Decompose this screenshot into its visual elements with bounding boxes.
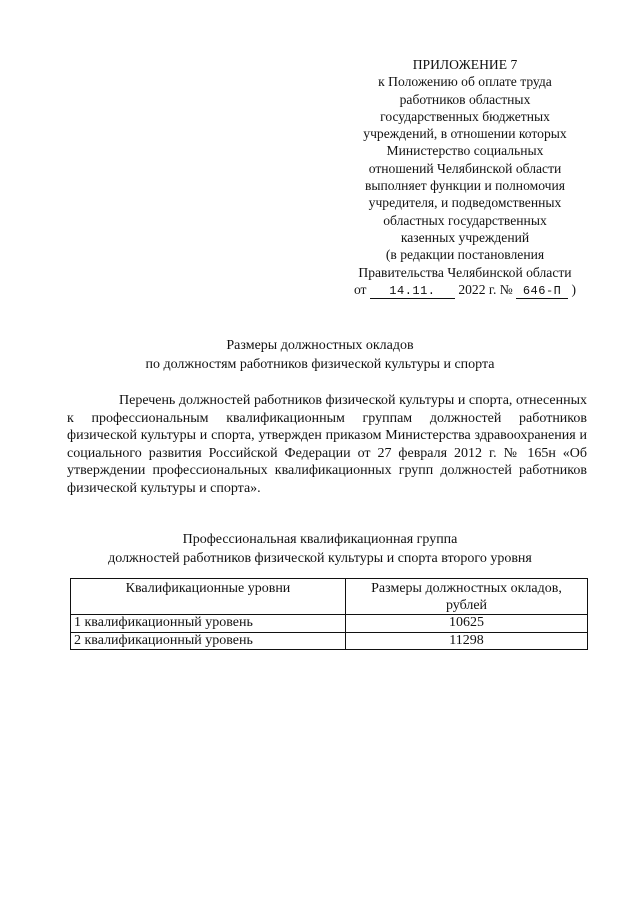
title-line-1: Размеры должностных окладов bbox=[226, 338, 414, 353]
appendix-line: выполняет функции и полномочия bbox=[364, 178, 566, 194]
column-header-salaries: Размеры должностных окладов, рублей bbox=[346, 579, 588, 615]
table-header-row bbox=[71, 579, 588, 615]
group-heading-line-1: Профессиональная квалификационная группа bbox=[182, 532, 458, 547]
resolution-number: 646-П bbox=[516, 285, 568, 299]
table-row bbox=[71, 615, 588, 633]
year-number-label: 2022 г. № bbox=[458, 281, 513, 297]
body-paragraph bbox=[67, 392, 587, 498]
paragraph-text: Перечень должностей работников физической культуры и спорта, отнесенных к профессиональным квалификационным группам должностей работников физической культуры и спорта, утвержден приказом Министерства здравоохранения и социального развития Российской Федерации от 27 февраля 2012 г. № 165н «Об утверждении профессиональных квалификационных групп должностей работников физической культуры и спорта». bbox=[67, 393, 587, 496]
appendix-line: областных государственных bbox=[383, 212, 547, 228]
salary-table bbox=[70, 578, 588, 650]
closing-paren: ) bbox=[571, 281, 577, 297]
resolution-date: 14.11. bbox=[370, 285, 455, 299]
table-row bbox=[71, 632, 588, 650]
appendix-line: учредителя, и подведомственных bbox=[368, 195, 562, 211]
date-prefix: от bbox=[353, 281, 367, 297]
appendix-line: к Положению об оплате труда bbox=[378, 74, 552, 90]
appendix-line: казенных учреждений bbox=[400, 229, 530, 245]
appendix-line: Правительства Челябинской области bbox=[358, 264, 572, 280]
group-heading bbox=[0, 530, 640, 568]
appendix-line: учреждений, в отношении которых bbox=[363, 126, 567, 142]
title-line-2: по должностям работников физической культуры и спорта bbox=[145, 357, 495, 372]
appendix-line: (в редакции постановления bbox=[385, 247, 545, 263]
appendix-line: Министерство социальных bbox=[386, 143, 544, 159]
level-cell: 2 квалификационный уровень bbox=[71, 632, 346, 650]
appendix-line: отношений Челябинской области bbox=[368, 160, 562, 176]
appendix-line: работников областных bbox=[399, 91, 531, 107]
appendix-heading: ПРИЛОЖЕНИЕ 7 bbox=[412, 57, 518, 72]
resolution-reference bbox=[330, 281, 600, 299]
group-heading-line-2: должностей работников физической культуры и спорта второго уровня bbox=[108, 551, 532, 566]
column-header-levels: Квалификационные уровни bbox=[71, 579, 346, 615]
document-title bbox=[0, 336, 640, 374]
appendix-line: государственных бюджетных bbox=[380, 108, 550, 124]
salary-cell: 10625 bbox=[346, 615, 588, 633]
appendix-block bbox=[330, 56, 600, 299]
salary-cell: 11298 bbox=[346, 632, 588, 650]
level-cell: 1 квалификационный уровень bbox=[71, 615, 346, 633]
